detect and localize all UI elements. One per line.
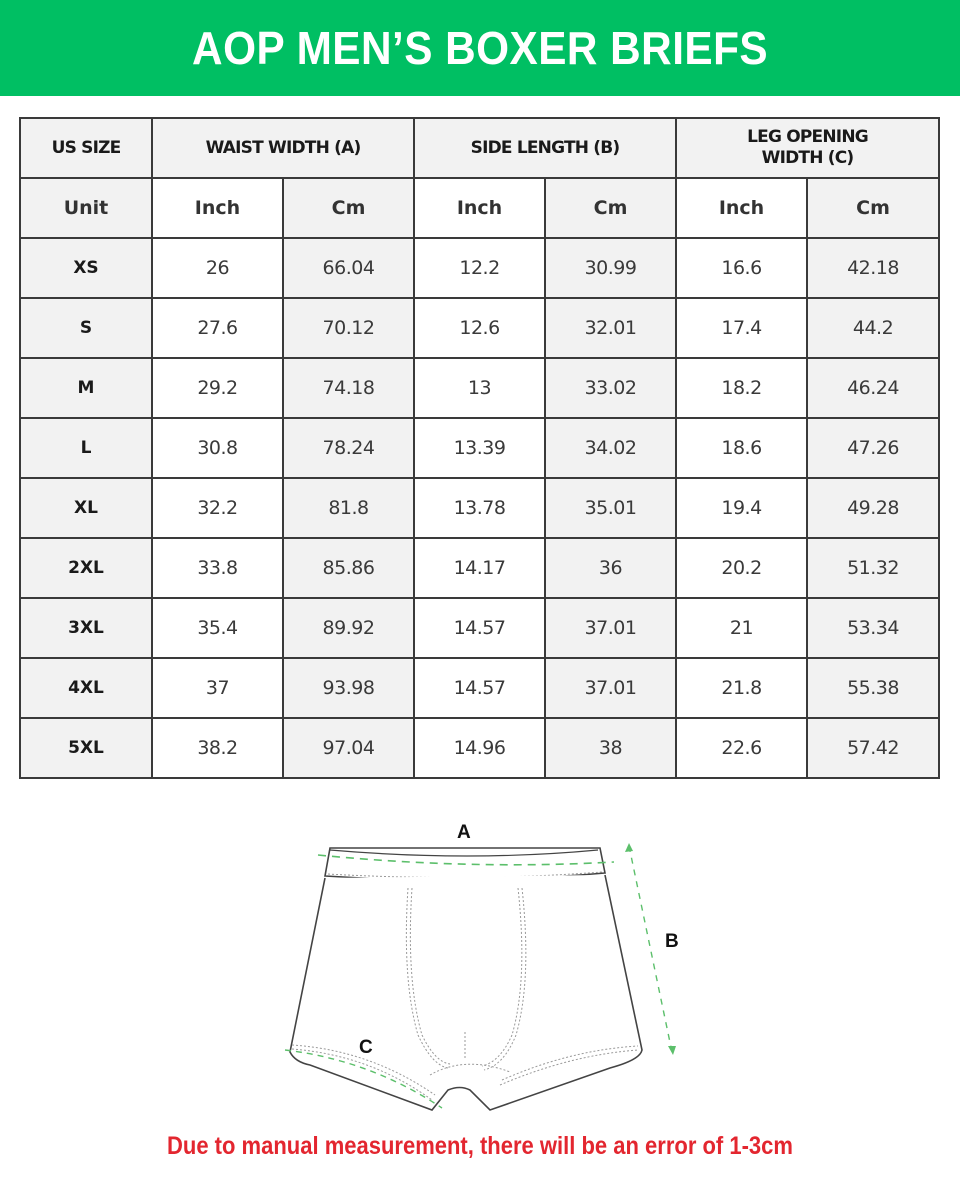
- side-inch-cell: 13.78: [414, 478, 545, 538]
- table-row: [20, 658, 939, 718]
- label-a: A: [457, 822, 471, 843]
- size-cell: M: [20, 358, 152, 418]
- waist-inch-cell: 35.4: [152, 598, 283, 658]
- leg-cm-cell: 57.42: [807, 718, 939, 778]
- side-inch-cell: 12.6: [414, 298, 545, 358]
- boxer-briefs-illustration: [270, 810, 700, 1120]
- table-row: [20, 478, 939, 538]
- waist-cm-cell: 78.24: [283, 418, 414, 478]
- waist-inch-cell: 26: [152, 238, 283, 298]
- waist-inch-cell: 30.8: [152, 418, 283, 478]
- size-chart-table: [19, 117, 940, 779]
- waist-inch-cell: 33.8: [152, 538, 283, 598]
- waist-cm-cell: 89.92: [283, 598, 414, 658]
- waist-cm-cell: 74.18: [283, 358, 414, 418]
- side-cm-cell: 35.01: [545, 478, 676, 538]
- side-inch-cell: 14.57: [414, 598, 545, 658]
- size-cell: XL: [20, 478, 152, 538]
- page-title: AOP MEN’S BOXER BRIEFS: [191, 22, 769, 74]
- unit-cm: Cm: [545, 178, 676, 238]
- header-leg-opening-line2: WIDTH (C): [761, 148, 854, 168]
- unit-cm: Cm: [807, 178, 939, 238]
- waist-cm-cell: 70.12: [283, 298, 414, 358]
- table-row: [20, 298, 939, 358]
- unit-inch: Inch: [152, 178, 283, 238]
- header-us-size: US SIZE: [20, 118, 152, 178]
- waist-cm-cell: 97.04: [283, 718, 414, 778]
- header-leg-opening: [676, 118, 939, 178]
- leg-inch-cell: 18.6: [676, 418, 807, 478]
- table-row: [20, 598, 939, 658]
- table-row: [20, 358, 939, 418]
- size-cell: 3XL: [20, 598, 152, 658]
- header-row-groups: [20, 118, 939, 178]
- waist-inch-cell: 29.2: [152, 358, 283, 418]
- waist-cm-cell: 66.04: [283, 238, 414, 298]
- size-cell: XS: [20, 238, 152, 298]
- waist-inch-cell: 37: [152, 658, 283, 718]
- side-inch-cell: 14.17: [414, 538, 545, 598]
- size-cell: L: [20, 418, 152, 478]
- boxer-measurement-diagram: [270, 810, 700, 1120]
- leg-inch-cell: 21: [676, 598, 807, 658]
- label-c: C: [359, 1037, 373, 1058]
- leg-inch-cell: 21.8: [676, 658, 807, 718]
- leg-inch-cell: 19.4: [676, 478, 807, 538]
- side-cm-cell: 37.01: [545, 658, 676, 718]
- size-cell: 5XL: [20, 718, 152, 778]
- leg-inch-cell: 22.6: [676, 718, 807, 778]
- leg-inch-cell: 17.4: [676, 298, 807, 358]
- leg-cm-cell: 47.26: [807, 418, 939, 478]
- leg-cm-cell: 51.32: [807, 538, 939, 598]
- side-cm-cell: 32.01: [545, 298, 676, 358]
- waist-cm-cell: 81.8: [283, 478, 414, 538]
- waist-inch-cell: 38.2: [152, 718, 283, 778]
- table-row: [20, 238, 939, 298]
- header-waist-width: WAIST WIDTH (A): [152, 118, 414, 178]
- size-cell: S: [20, 298, 152, 358]
- leg-cm-cell: 55.38: [807, 658, 939, 718]
- side-inch-cell: 14.57: [414, 658, 545, 718]
- leg-inch-cell: 16.6: [676, 238, 807, 298]
- leg-cm-cell: 42.18: [807, 238, 939, 298]
- side-inch-cell: 13.39: [414, 418, 545, 478]
- waist-cm-cell: 85.86: [283, 538, 414, 598]
- side-cm-cell: 30.99: [545, 238, 676, 298]
- side-cm-cell: 37.01: [545, 598, 676, 658]
- waist-inch-cell: 27.6: [152, 298, 283, 358]
- waist-inch-cell: 32.2: [152, 478, 283, 538]
- leg-inch-cell: 18.2: [676, 358, 807, 418]
- unit-inch: Inch: [676, 178, 807, 238]
- side-cm-cell: 34.02: [545, 418, 676, 478]
- leg-cm-cell: 49.28: [807, 478, 939, 538]
- unit-cm: Cm: [283, 178, 414, 238]
- label-b: B: [665, 931, 679, 952]
- leg-cm-cell: 46.24: [807, 358, 939, 418]
- leg-inch-cell: 20.2: [676, 538, 807, 598]
- header-side-length: SIDE LENGTH (B): [414, 118, 676, 178]
- side-inch-cell: 13: [414, 358, 545, 418]
- leg-cm-cell: 53.34: [807, 598, 939, 658]
- header-row-units: [20, 178, 939, 238]
- side-cm-cell: 38: [545, 718, 676, 778]
- table-row: [20, 418, 939, 478]
- side-cm-cell: 33.02: [545, 358, 676, 418]
- header-leg-opening-line1: LEG OPENING: [747, 127, 868, 147]
- side-inch-cell: 12.2: [414, 238, 545, 298]
- size-cell: 2XL: [20, 538, 152, 598]
- side-cm-cell: 36: [545, 538, 676, 598]
- leg-cm-cell: 44.2: [807, 298, 939, 358]
- table-row: [20, 718, 939, 778]
- size-cell: 4XL: [20, 658, 152, 718]
- unit-inch: Inch: [414, 178, 545, 238]
- table-row: [20, 538, 939, 598]
- side-inch-cell: 14.96: [414, 718, 545, 778]
- unit-label: Unit: [20, 178, 152, 238]
- waist-cm-cell: 93.98: [283, 658, 414, 718]
- title-banner: [0, 0, 960, 96]
- measurement-disclaimer: Due to manual measurement, there will be an error of 1-3cm: [167, 1132, 793, 1160]
